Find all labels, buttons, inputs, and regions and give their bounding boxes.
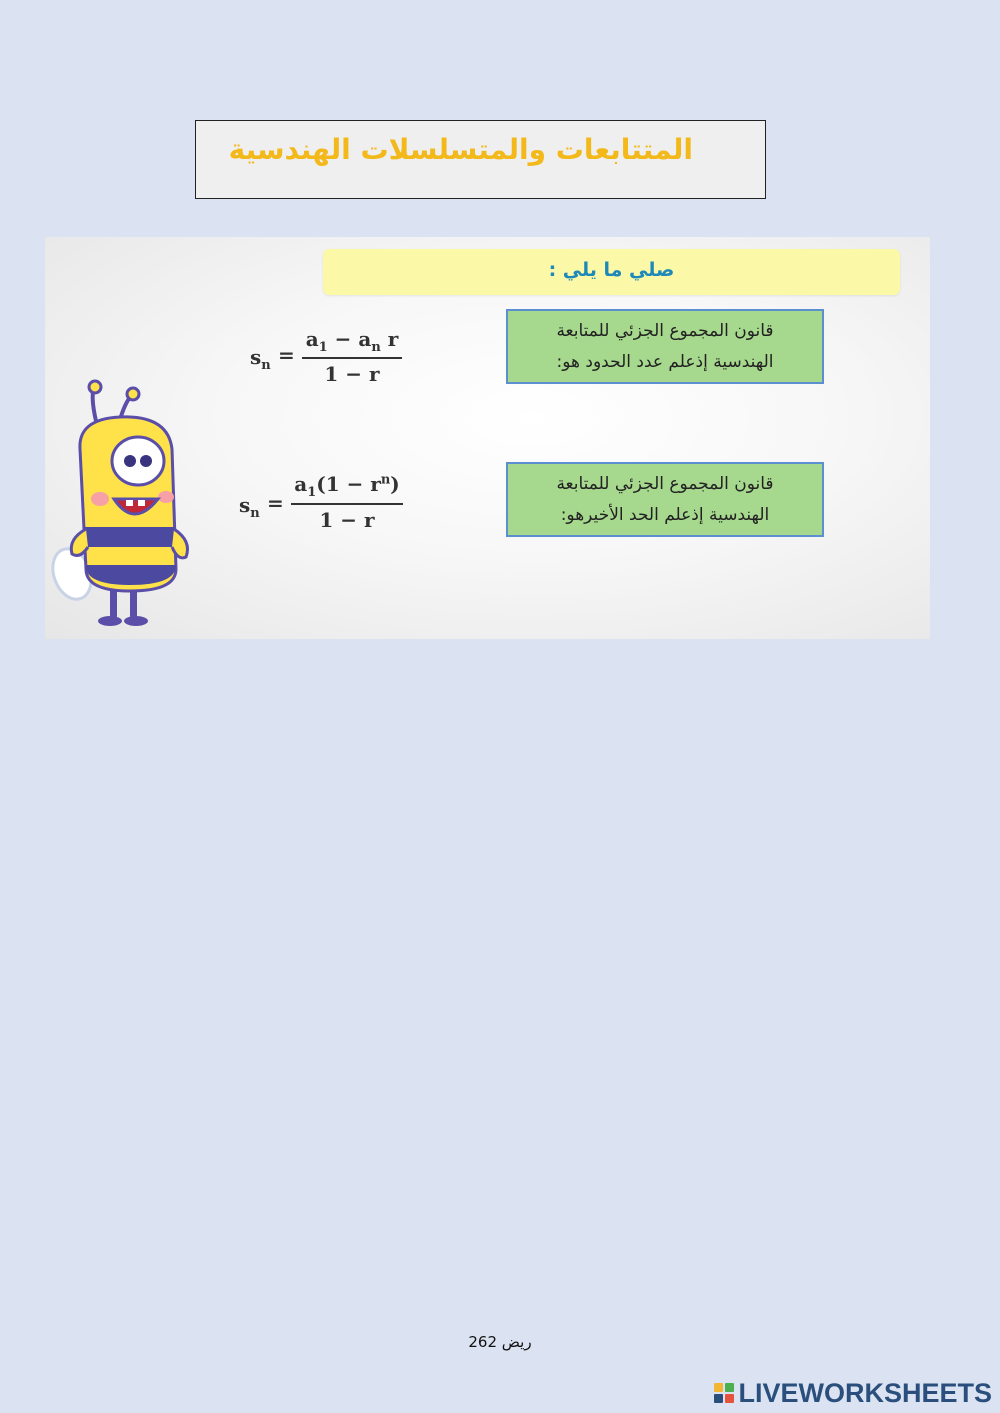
formula-sum-by-last-term xyxy=(250,327,410,387)
formula-1-equals: = xyxy=(278,343,295,367)
formula-2-lhs: $s_n$ xyxy=(239,493,260,521)
title-box xyxy=(195,120,766,199)
formula-1-lhs: $s_n$ xyxy=(250,345,271,373)
formula-2-equals: = xyxy=(267,491,284,515)
liveworksheets-logo[interactable] xyxy=(714,1378,992,1408)
rule-card-1-line2: الهندسية إذعلم عدد الحدود هو: xyxy=(556,352,774,372)
formula-1-numerator: $a_1 - a_n$ r xyxy=(305,327,399,355)
page-title: المتتابعات والمتسلسلات الهندسية xyxy=(228,133,693,166)
logo-grid-icon xyxy=(714,1383,734,1403)
rule-card-1-line1: قانون المجموع الجزئي للمتابعة xyxy=(556,321,774,341)
page-number-label: ريض 262 xyxy=(468,1333,532,1351)
formula-1-fraction-bar xyxy=(302,357,402,359)
brand-name: LIVEWORKSHEETS xyxy=(738,1377,992,1408)
rule-card-1[interactable] xyxy=(506,309,824,384)
formula-1-denominator: 1 − r xyxy=(324,362,380,386)
instruction-bar xyxy=(323,249,900,295)
rule-card-2-line1: قانون المجموع الجزئي للمتابعة xyxy=(556,474,774,494)
formula-sum-by-term-count xyxy=(239,472,409,532)
instruction-text: صلي ما يلي : xyxy=(548,259,675,281)
lesson-panel xyxy=(45,237,930,639)
formula-2-denominator: 1 − r xyxy=(319,508,375,532)
bee-mascot-illustration xyxy=(50,379,200,631)
rule-card-2[interactable] xyxy=(506,462,824,537)
rule-card-2-line2: الهندسية إذعلم الحد الأخيرهو: xyxy=(560,505,770,525)
formula-2-numerator: $a_1(1 - r^n)$ xyxy=(294,472,400,500)
formula-2-fraction-bar xyxy=(291,503,403,505)
